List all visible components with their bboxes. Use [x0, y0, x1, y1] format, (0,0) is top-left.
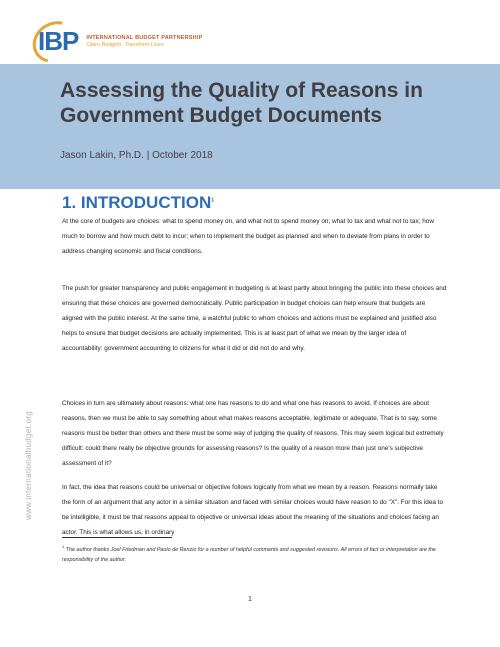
section-heading-text: 1. INTRODUCTION: [62, 193, 212, 212]
logo-tagline: Open Budgets. Transform Lives.: [86, 41, 166, 48]
paragraph-3: Choices in turn are ultimately about reasons: what one has reasons to do and what one has reasons to avoid. If choices are about reasons, then we must be able to say something about what makes reasons acceptable, legitimate or adequate. That is to say, some reasons must be better than others and there must be some way of judging the quality of reasons. This may seem logical but extremely difficult: could there really be objective grounds for assessing reasons? Is the quality of a reason more than just one's subjective assessment of it?: [62, 400, 444, 467]
logo-mark: IBP: [38, 26, 78, 57]
logo-arc-icon: [25, 13, 85, 71]
paragraph-2: The push for greater transparency and public engagement in budgeting is at least partly about bringing the public into these choices and ensuring that these choices are governed democratically. Public participation in budget choices can help ensure that budgets are aligned with the public interest. At the same time, a watchful public to whom choices and actions must be explained and justified also helps to ensure that budget decisions are actually implemented. This is at least part of what we mean by the larger idea of accountability: government accounting to citizens for what it did or did not do and why.: [62, 285, 447, 352]
footnote-ref[interactable]: 1: [211, 197, 215, 204]
logo-org-name: INTERNATIONAL BUDGET PARTNERSHIP: [86, 34, 203, 41]
logo-text: [86, 35, 202, 48]
document-title: Assessing the Quality of Reasons in Government Budget Documents: [60, 79, 423, 128]
author-date-line: Jason Lakin, Ph.D. | October 2018: [60, 150, 213, 161]
section-heading: [62, 193, 214, 213]
footnote: [62, 542, 447, 565]
sidebar-url: www.internationalbudget.org: [24, 410, 33, 520]
footnote-number: 1: [62, 544, 65, 549]
page-number: 1: [248, 596, 252, 603]
footnote-text: The author thanks Joel Friedman and Paolo de Renzio for a number of helpful comments and suggested revisions. All errors of fact or interpretation are the responsibility of the author.: [62, 546, 436, 563]
footnote-divider: [62, 537, 172, 538]
ibp-logo: [38, 26, 202, 57]
paragraph-1: At the core of budgets are choices: what to spend money on, and what not to spend money on; what to tax and what not to tax; how much to borrow and how much debt to incur; when to implement the budget as planned and when to deviate from plans in order to address changing economic and fiscal conditions.: [62, 218, 434, 255]
paragraph-4: In fact, the idea that reasons could be universal or objective follows logically from what we mean by a reason. Reasons normally take the form of an argument that any actor in a similar situation and faced with similar choices would have reason to do "X". For this idea to be intelligible, it must be that reasons appeal to objective or universal ideas about the meaning of the situations and choices facing an actor. This is what allows us, in ordinary: [62, 484, 444, 536]
